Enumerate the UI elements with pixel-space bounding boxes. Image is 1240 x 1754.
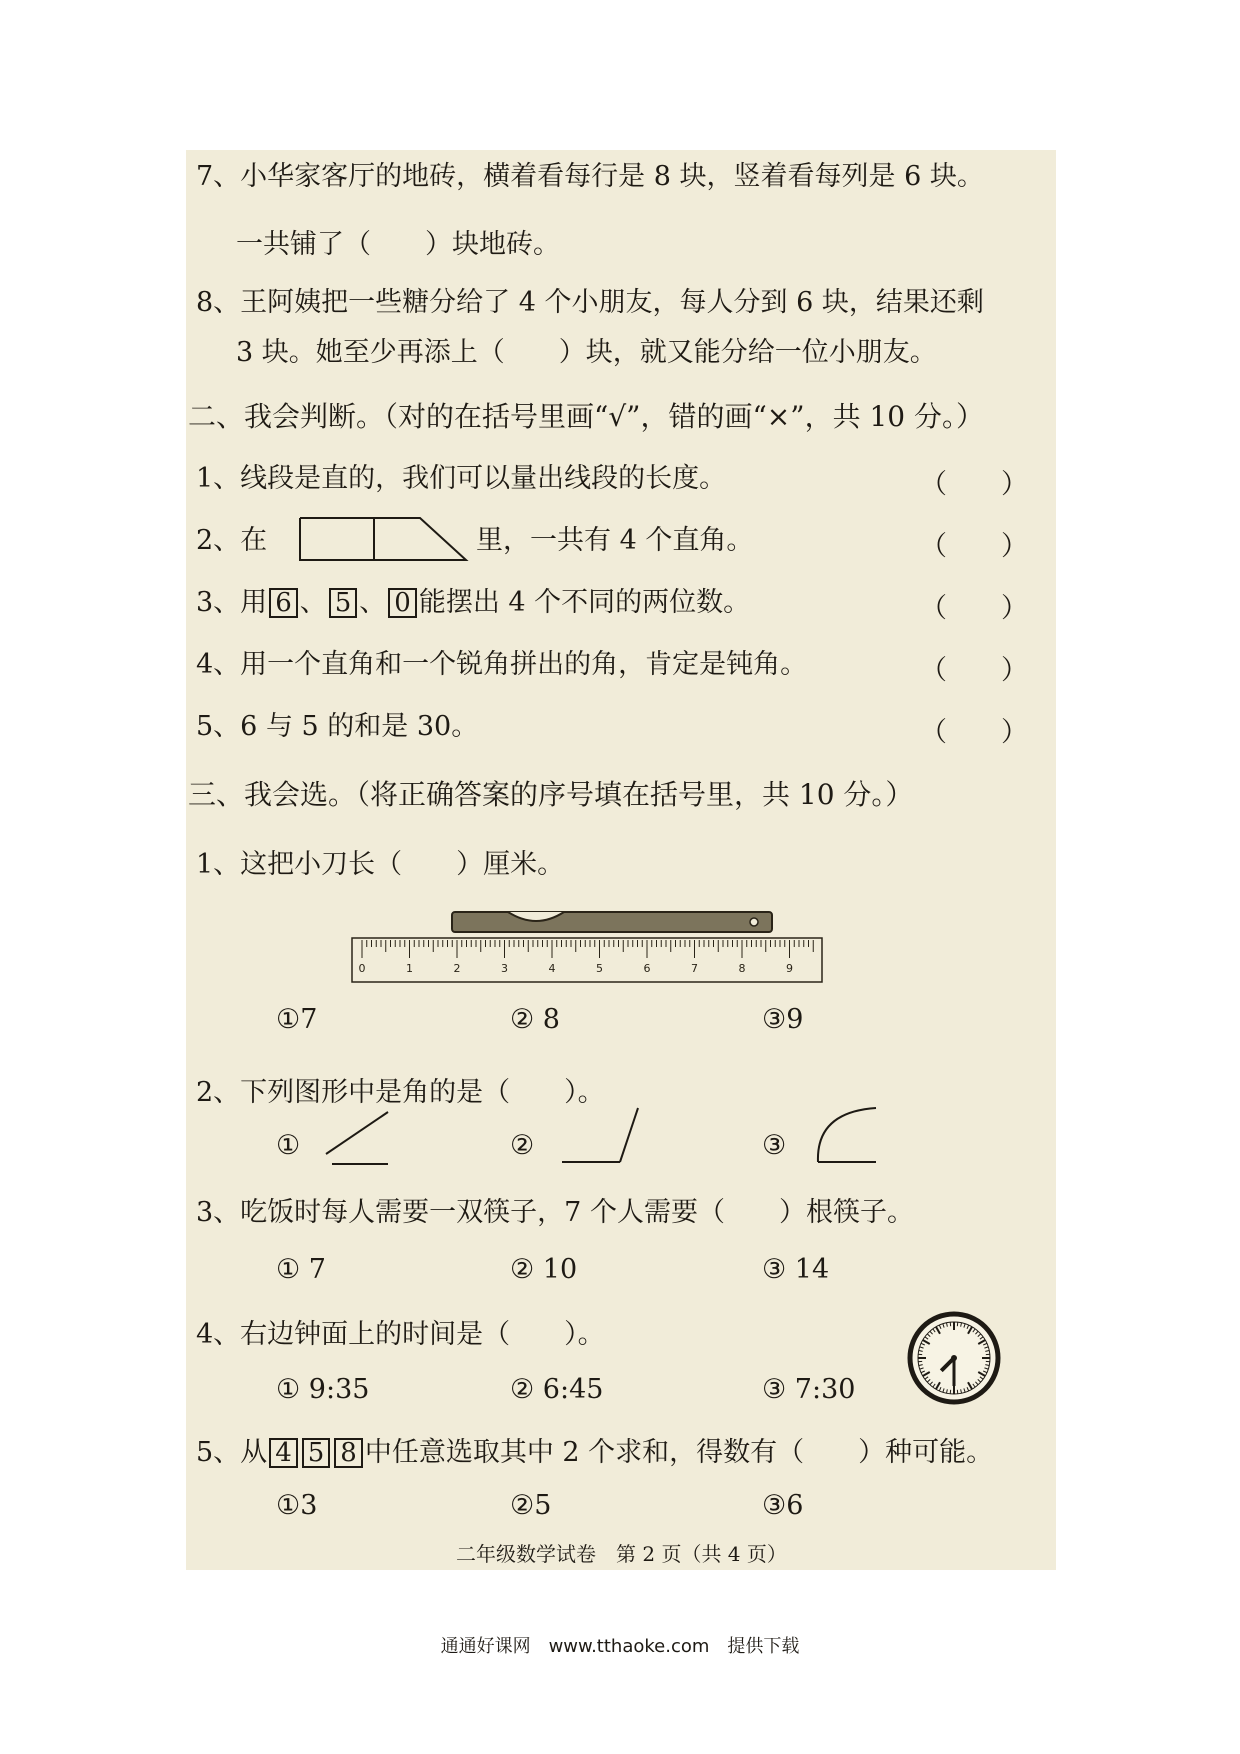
section3-title: 三、我会选。（将正确答案的序号填在括号里，共 10 分。） bbox=[188, 778, 914, 811]
q8-line2: 3 块。她至少再添上（ ）块，就又能分给一位小朋友。 bbox=[236, 337, 937, 368]
choice-q5-pre: 5、从 bbox=[196, 1437, 268, 1468]
q5-option-3[interactable]: ③6 bbox=[762, 1490, 804, 1521]
number-card-5: 5 bbox=[329, 588, 358, 618]
judge-item-2-post: 里，一共有 4 个直角。 bbox=[476, 525, 754, 556]
q3-option-1[interactable]: ① 7 bbox=[276, 1254, 326, 1285]
knife-and-ruler-figure bbox=[340, 898, 840, 988]
ruler-label: 9 bbox=[786, 962, 793, 975]
number-card-5: 5 bbox=[302, 1438, 331, 1468]
choice-q3: 3、吃饭时每人需要一双筷子，7 个人需要（ ）根筷子。 bbox=[196, 1197, 914, 1228]
download-watermark: 通通好课网 www.tthaoke.com 提供下载 bbox=[440, 1636, 800, 1657]
answer-paren-1[interactable]: （ ） bbox=[920, 469, 1028, 500]
section2-title: 二、我会判断。（对的在括号里画“√”，错的画“×”，共 10 分。） bbox=[188, 400, 984, 433]
ruler-label: 1 bbox=[406, 962, 413, 975]
q1-option-2[interactable]: ② 8 bbox=[510, 1004, 560, 1035]
q3-option-2[interactable]: ② 10 bbox=[510, 1254, 578, 1285]
q2-figure-2-angle bbox=[560, 1104, 640, 1166]
ruler-label: 7 bbox=[691, 962, 698, 975]
choice-q4: 4、右边钟面上的时间是（ ）。 bbox=[196, 1319, 605, 1350]
judge-item-3-pre: 3、用 bbox=[196, 587, 268, 618]
q2-figure-1-open-lines bbox=[322, 1106, 392, 1166]
ruler-labels bbox=[359, 962, 794, 975]
knife-blade bbox=[452, 912, 772, 932]
q7-line2: 一共铺了（ ）块地砖。 bbox=[236, 229, 560, 260]
q2-option-3[interactable]: ③ bbox=[762, 1130, 787, 1161]
answer-paren-2[interactable]: （ ） bbox=[920, 531, 1028, 562]
number-card-0: 0 bbox=[388, 588, 417, 618]
q4-option-1[interactable]: ① 9:35 bbox=[276, 1374, 370, 1405]
knife-hole bbox=[750, 918, 758, 926]
q2-option-2[interactable]: ② bbox=[510, 1130, 535, 1161]
ruler-label: 8 bbox=[738, 962, 746, 975]
q5-option-2[interactable]: ②5 bbox=[510, 1490, 552, 1521]
judge-item-3 bbox=[196, 586, 750, 620]
ruler-label: 5 bbox=[596, 962, 603, 975]
separator: 、 bbox=[359, 587, 387, 618]
judge-item-4: 4、用一个直角和一个锐角拼出的角，肯定是钝角。 bbox=[196, 649, 808, 680]
ruler-label: 3 bbox=[501, 962, 508, 975]
answer-paren-3[interactable]: （ ） bbox=[920, 593, 1028, 624]
q2-option-1[interactable]: ① bbox=[276, 1130, 301, 1161]
page-footer: 二年级数学试卷 第 2 页（共 4 页） bbox=[456, 1542, 787, 1566]
answer-paren-4[interactable]: （ ） bbox=[920, 655, 1028, 686]
clock-face-figure bbox=[906, 1310, 1002, 1406]
q4-option-3[interactable]: ③ 7:30 bbox=[762, 1374, 856, 1405]
q3-option-3[interactable]: ③ 14 bbox=[762, 1254, 830, 1285]
ruler-ticks bbox=[362, 940, 813, 958]
rectangle-trapezoid-figure bbox=[298, 516, 468, 564]
judge-item-2-pre: 2、在 bbox=[196, 525, 268, 556]
ruler-label: 6 bbox=[643, 962, 651, 975]
q4-option-2[interactable]: ② 6:45 bbox=[510, 1374, 604, 1405]
choice-q5 bbox=[196, 1436, 993, 1470]
judge-item-5: 5、6 与 5 的和是 30。 bbox=[196, 711, 479, 742]
separator: 、 bbox=[299, 587, 327, 618]
number-card-4: 4 bbox=[269, 1438, 298, 1468]
answer-paren-5[interactable]: （ ） bbox=[920, 717, 1028, 748]
number-card-6: 6 bbox=[269, 588, 298, 618]
q1-option-1[interactable]: ①7 bbox=[276, 1004, 318, 1035]
ruler-label: 2 bbox=[453, 962, 461, 975]
q7-line1: 7、小华家客厅的地砖，横着看每行是 8 块，竖着看每列是 6 块。 bbox=[196, 161, 984, 192]
judge-item-3-post: 能摆出 4 个不同的两位数。 bbox=[418, 587, 751, 618]
choice-q2: 2、下列图形中是角的是（ ）。 bbox=[196, 1077, 605, 1108]
q1-option-3[interactable]: ③9 bbox=[762, 1004, 804, 1035]
choice-q1: 1、这把小刀长（ ）厘米。 bbox=[196, 849, 565, 880]
q5-option-1[interactable]: ①3 bbox=[276, 1490, 318, 1521]
ruler-label: 4 bbox=[548, 962, 556, 975]
choice-q5-post: 中任意选取其中 2 个求和，得数有（ ）种可能。 bbox=[364, 1437, 994, 1468]
q2-figure-3-curve bbox=[810, 1104, 880, 1166]
judge-item-1: 1、线段是直的，我们可以量出线段的长度。 bbox=[196, 463, 727, 494]
q8-line1: 8、王阿姨把一些糖分给了 4 个小朋友，每人分到 6 块，结果还剩 bbox=[196, 287, 984, 318]
number-card-8: 8 bbox=[334, 1438, 363, 1468]
ruler-label: 0 bbox=[358, 962, 366, 975]
